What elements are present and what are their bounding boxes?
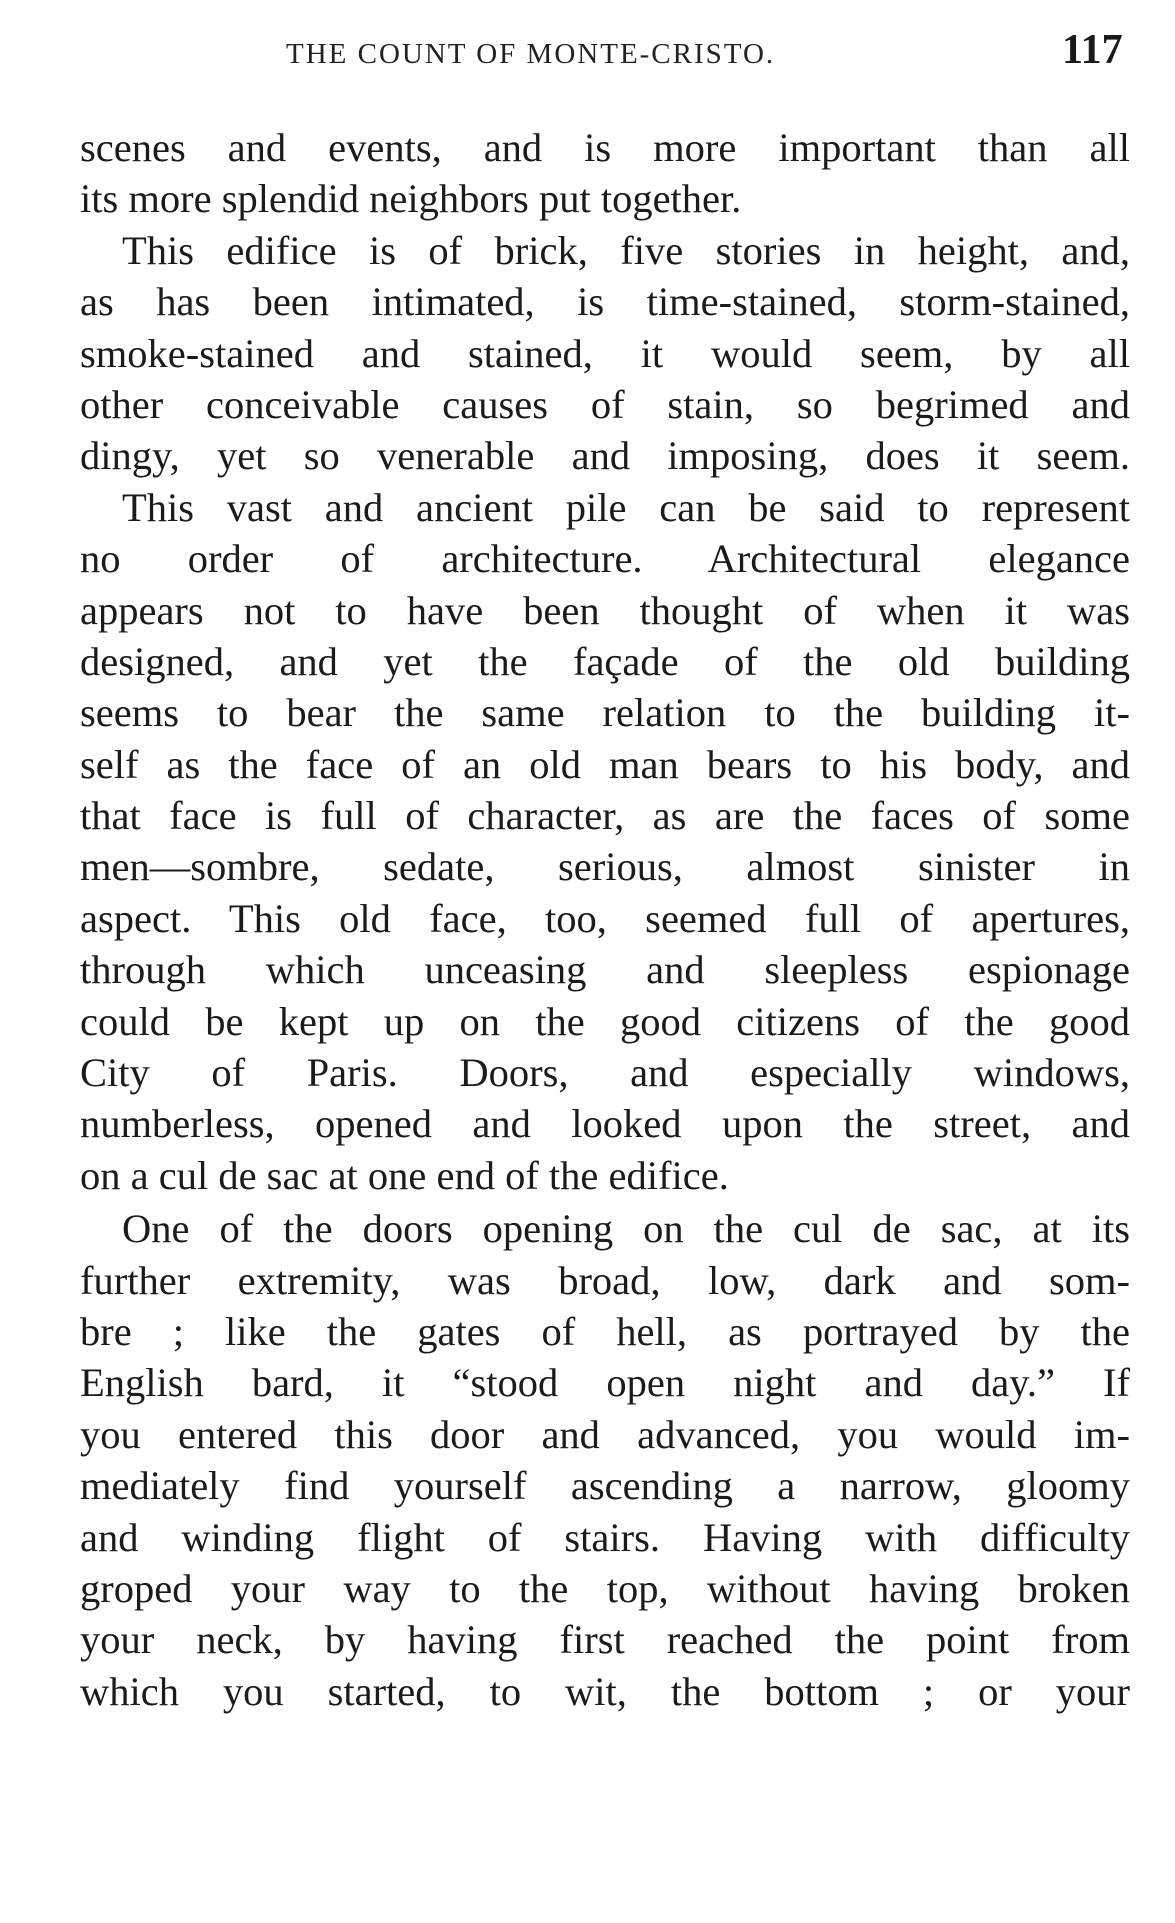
text-line: on a cul de sac at one end of the edifice. — [80, 1152, 729, 1198]
text-line: further extremity, was broad, low, dark and som- — [80, 1257, 1130, 1303]
text-line: designed, and yet the façade of the old building — [80, 638, 1130, 684]
text-line: One of the doors opening on the cul de sac, at its — [122, 1206, 1130, 1252]
page-number: 117 — [1062, 27, 1123, 73]
text-line: your neck, by having first reached the point from — [80, 1617, 1130, 1663]
text-line: groped your way to the top, without having broken — [80, 1565, 1130, 1611]
text-line: This vast and ancient pile can be said to represent — [122, 484, 1130, 530]
text-line: men—sombre, sedate, serious, almost sinister in — [80, 844, 1130, 890]
text-line: aspect. This old face, too, seemed full of apertures, — [80, 895, 1130, 941]
running-head — [0, 26, 1175, 86]
text-line: could be kept up on the good citizens of the good — [80, 998, 1130, 1044]
text-line: dingy, yet so venerable and imposing, does it seem. — [80, 433, 1130, 479]
text-line: mediately find yourself ascending a narrow, gloomy — [80, 1463, 1130, 1509]
text-line: no order of architecture. Architectural elegance — [80, 536, 1130, 582]
text-line: numberless, opened and looked upon the street, and — [80, 1101, 1130, 1147]
text-line: scenes and events, and is more important than all — [80, 125, 1130, 170]
text-line: City of Paris. Doors, and especially windows, — [80, 1050, 1130, 1096]
text-line: and winding flight of stairs. Having with difficulty — [80, 1514, 1130, 1560]
text-line: appears not to have been thought of when it was — [80, 587, 1130, 633]
text-line: as has been intimated, is time-stained, storm-stained, — [80, 279, 1130, 325]
text-line: This edifice is of brick, five stories in height, and, — [122, 227, 1130, 273]
text-line: bre ; like the gates of hell, as portrayed by the — [80, 1308, 1130, 1354]
running-title: THE COUNT OF MONTE-CRISTO. — [286, 38, 776, 70]
text-line: self as the face of an old man bears to his body, and — [80, 741, 1130, 787]
body-text — [80, 122, 1130, 1717]
text-line: other conceivable causes of stain, so begrimed and — [80, 381, 1130, 427]
text-line: that face is full of character, as are the faces of some — [80, 793, 1130, 839]
text-line: you entered this door and advanced, you would im- — [80, 1411, 1130, 1457]
text-line: its more splendid neighbors put together. — [80, 176, 742, 222]
text-line: through which unceasing and sleepless espionage — [80, 947, 1130, 993]
text-line: seems to bear the same relation to the building it- — [80, 690, 1130, 736]
text-line: which you started, to wit, the bottom ; or your — [80, 1668, 1130, 1714]
text-line: smoke-stained and stained, it would seem, by all — [80, 330, 1130, 376]
text-line: English bard, it “stood open night and day.” If — [80, 1360, 1130, 1406]
